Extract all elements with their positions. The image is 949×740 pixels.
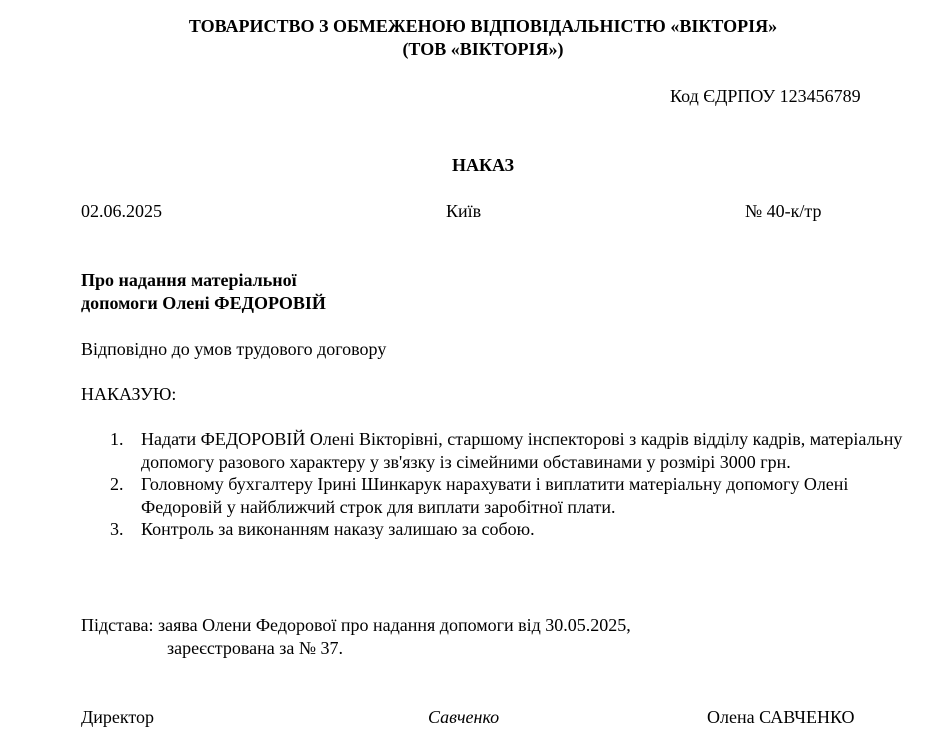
order-item bbox=[108, 428, 908, 473]
signatory-name: Олена САВЧЕНКО bbox=[707, 707, 855, 727]
organization-short-name: (ТОВ «ВІКТОРІЯ») bbox=[402, 39, 564, 59]
subject-line-1: Про надання матеріальної bbox=[81, 270, 297, 290]
signatory-position: Директор bbox=[81, 707, 155, 727]
subject-line-2: допомоги Олені ФЕДОРОВІЙ bbox=[81, 293, 326, 313]
edrpou-code: Код ЄДРПОУ 123456789 bbox=[670, 86, 861, 106]
organization-name: ТОВАРИСТВО З ОБМЕЖЕНОЮ ВІДПОВІДАЛЬНІСТЮ «ВІКТОРІЯ» bbox=[188, 16, 778, 36]
document-number: № 40-к/тр bbox=[745, 201, 822, 221]
document-date: 02.06.2025 bbox=[81, 201, 162, 221]
grounds-line-1: Підстава: заява Олени Федорової про надання допомоги від 30.05.2025, bbox=[81, 615, 631, 635]
order-item-number: 1. bbox=[110, 429, 124, 449]
order-item-number: 3. bbox=[110, 519, 124, 539]
document-city: Київ bbox=[446, 201, 482, 221]
grounds-line-2: зареєстрована за № 37. bbox=[167, 638, 344, 658]
order-item-number: 2. bbox=[110, 474, 124, 494]
order-word: НАКАЗУЮ: bbox=[81, 384, 177, 404]
basis-intro: Відповідно до умов трудового договору bbox=[81, 339, 387, 359]
order-item bbox=[108, 473, 908, 518]
order-items-list bbox=[108, 428, 908, 541]
order-item-text: Головному бухгалтеру Ірині Шинкарук нарахувати і виплатити матеріальну допомогу Олені Федоровій у найближчий строк для виплати заробітної плати. bbox=[141, 474, 849, 517]
signature: Савченко bbox=[428, 707, 500, 727]
order-item-text: Контроль за виконанням наказу залишаю за собою. bbox=[141, 519, 535, 539]
document-title: НАКАЗ bbox=[451, 155, 515, 175]
order-item-text: Надати ФЕДОРОВІЙ Олені Вікторівні, старшому інспекторові з кадрів відділу кадрів, матеріальну допомогу разового характеру у зв'язку із сімейними обставинами у розмірі 3000 грн. bbox=[141, 429, 903, 472]
order-item bbox=[108, 518, 908, 541]
